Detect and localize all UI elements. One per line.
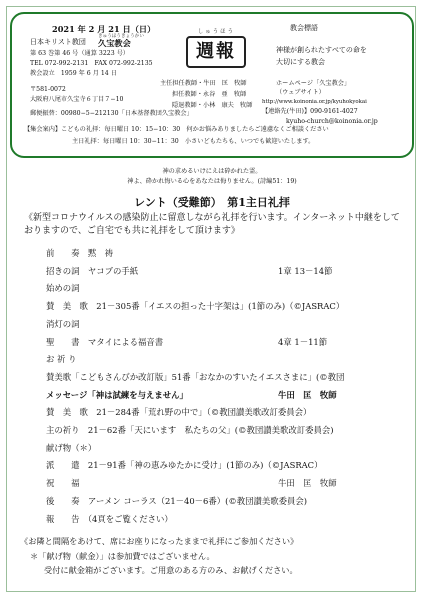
order-item-right: 牛田 匡 牧師 xyxy=(278,478,337,488)
founded-date: 教会設立 1959 年 6 月 14 日 xyxy=(30,70,117,77)
bulletin-title: 週報 xyxy=(186,36,246,68)
verse-line-2: 神よ、砕かれ悔いる心をあなたは侮りません。(詩編51：19) xyxy=(127,178,297,185)
motto-line-1: 神様が創られたすべての命を xyxy=(276,46,367,54)
order-item-label: 招きの詞 ヤコブの手紙 xyxy=(46,266,139,276)
order-item-label: 始めの詞 xyxy=(46,283,80,293)
order-item-label: 聖 書 マタイによる福音書 xyxy=(46,337,164,347)
order-item-label: 祝 福 xyxy=(46,478,80,488)
title-ruby: しゅうほう xyxy=(198,29,235,35)
contact-phone: 【連絡先(牛田)】090-9161-4027 xyxy=(262,108,358,115)
footer-line-3: 受付に献金箱がございます。ご用意のある方のみ、お献げください。 xyxy=(44,565,298,575)
service-title: レント（受難節） 第1主日礼拝 xyxy=(134,196,290,209)
pastor-1: 主任担任教師・牛田 匡 牧師 xyxy=(160,80,247,87)
motto-label: 教会標語 xyxy=(290,24,318,32)
church-name-ruby: きゅうほうきょうかい xyxy=(98,34,144,39)
homepage-sub: （ウェブサイト） xyxy=(276,89,325,96)
tel-fax: TEL 072-992-2131 FAX 072-992-2135 xyxy=(30,60,153,67)
order-item-label: メッセージ「神は試練を与えません」 xyxy=(46,390,188,400)
order-item-label: 賛 美 歌 21－284番「荒れ野の中で」（©教団讃美歌改訂委員会） xyxy=(46,407,312,417)
address: 大阪府八尾市久宝寺６丁目７−10 xyxy=(30,96,124,103)
order-item-label: 後 奏 アーメン コーラス（21－40－6番）(©教団讃美歌委員会) xyxy=(46,496,308,506)
footer-line-2: ＊「献げ物（献金）」は参加費ではございません。 xyxy=(30,551,215,561)
pastor-2: 担任教師・永谷 亜 牧師 xyxy=(172,91,247,98)
notice-text: 《新型コロナウイルスの感染防止に留意しながら礼拝を行います。インターネット中継をしておりますので、ご自宅でも共に礼拝をして頂けます》 xyxy=(24,213,400,236)
order-item-label: 派 遣 21－91番「神の恵みゆたかに受け」(1節のみ)（©JASRAC） xyxy=(46,460,323,470)
issue-number: 第 63 巻第 46 号（通算 3223 号） xyxy=(30,50,129,57)
verse-line-1: 神の求めるいけにえは砕かれた霊。 xyxy=(162,168,262,175)
order-item-right: 4章 1－11節 xyxy=(278,337,328,347)
order-item-right: 1章 13－14節 xyxy=(278,266,333,276)
order-item-label: お 祈 り xyxy=(46,354,77,364)
pastor-3: 隠退教師・小林 康夫 牧師 xyxy=(172,102,253,109)
homepage-url[interactable]: http://www.koinonia.or.jp/kyuhokyokai xyxy=(262,99,367,105)
issue-date: 2021 年 2 月 21 日（日） xyxy=(52,24,156,34)
order-item-label: 献げ物（＊） xyxy=(46,443,97,453)
order-item-label: 前 奏 黙 祷 xyxy=(46,248,113,258)
order-item-label: 報 告 （4頁をご覧ください） xyxy=(46,514,173,524)
gathering-info-1: 【集会案内】こどもの礼拝：毎日曜日 10：15−10：30 何かお悩みありましたらご遠慮なくご相談ください xyxy=(24,126,329,133)
church-name: 久宝教会 xyxy=(98,38,131,48)
denomination: 日本キリスト教団 xyxy=(30,38,86,46)
order-item-label: 賛美歌「こどもさんびか改訂版」51番「おなかのすいたイエスさまに」(©教団 xyxy=(46,372,345,382)
homepage-label: ホームページ「久宝教会」 xyxy=(276,80,351,87)
contact-email[interactable]: kyuho-church@koinonia.or.jp xyxy=(286,118,378,125)
motto-line-2: 大切にする教会 xyxy=(276,58,325,66)
order-item-label: 消灯の詞 xyxy=(46,319,80,329)
order-item-right: 牛田 匡 牧師 xyxy=(278,390,337,400)
footer-line-1: 《お隣と間隔をあけて、席にお座りになったままで礼拝にご参加ください》 xyxy=(20,536,299,546)
order-item-label: 主の祈り 21－62番「天にいます 私たちの父」(©教団讃美歌改訂委員会) xyxy=(46,425,334,435)
order-item-label: 賛 美 歌 21－305番「イエスの担った十字架は」(1節のみ)（©JASRAC） xyxy=(46,301,345,311)
gathering-info-2: 主日礼拝：毎日曜日 10：30−11：30 小さいどもたちも、いつでも歓迎いたします。 xyxy=(72,138,315,145)
postal-code: 〒581-0072 xyxy=(30,86,66,93)
postal-account: 郵便振替：00980−5−212130「日本基督教団久宝教会」 xyxy=(30,110,193,117)
